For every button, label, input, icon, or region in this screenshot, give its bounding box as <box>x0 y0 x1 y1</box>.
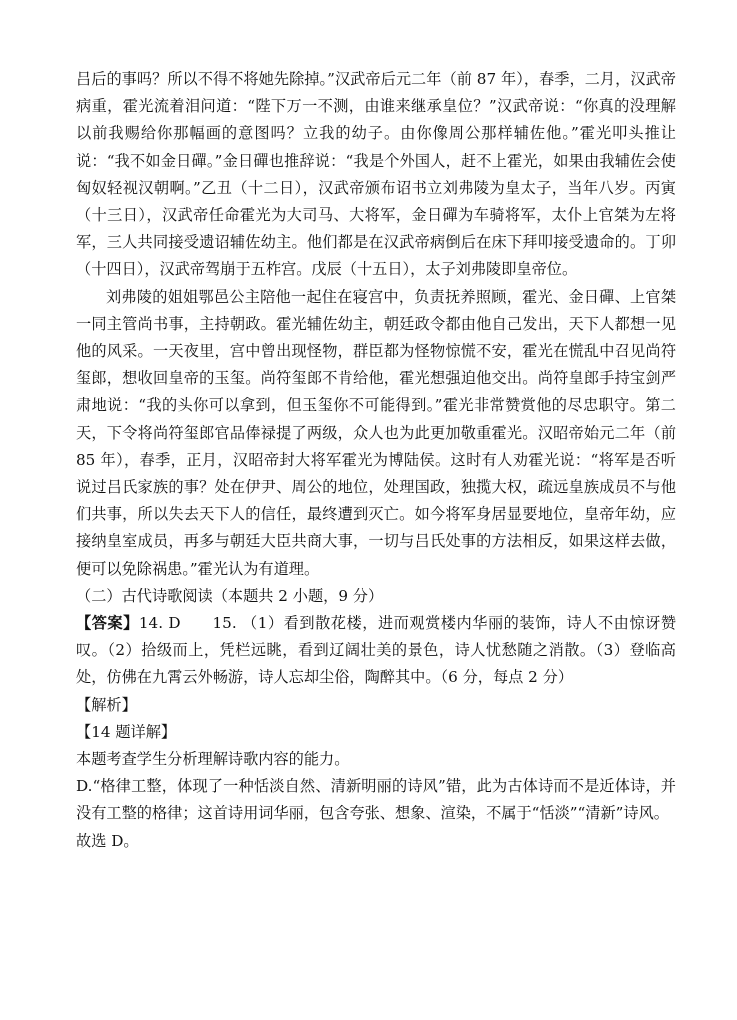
document-page <box>76 66 676 855</box>
section-title: （二）古代诗歌阅读（本题共 2 小题，9 分） <box>76 586 384 605</box>
answer-label: 答案 <box>91 614 124 633</box>
answer-bracket-left: 【 <box>76 614 92 633</box>
answer-block <box>76 610 676 692</box>
analysis-heading: 【解析】 <box>76 695 137 714</box>
passage-paragraph-2: 刘弗陵的姐姐鄂邑公主陪他一起住在寝宫中，负责抚养照顾，霍光、金日磾、上官桀一同主管尚书事，主持朝政。霍光辅佐幼主，朝廷政令都由他自己发出，天下人都想一见他的风采。一天夜里，宫中曾出现怪物，群臣都为怪物惊慌不安，霍光在慌乱中召见尚符玺郎，想收回皇帝的玉玺。尚符玺郎不肯给他，霍光想强迫他交出。尚符皇郎手持宝剑严肃地说：“我的头你可以拿到，但玉玺你不可能得到。”霍光非常赞赏他的尽忠职守。第二天，下令将尚符玺郎官品俸禄提了两级，众人也为此更加敬重霍光。汉昭帝始元二年（前 85 年），春季，正月，汉昭帝封大将军霍光为博陆侯。这时有人劝霍光说：“将军是否听说过吕氏家族的事？处在伊尹、周公的地位，处理国政，独揽大权，疏远皇族成员不与他们共事，所以失去天下人的信任，最终遭到灭亡。如今将军身居显要地位，皇帝年幼，应接纳皇室成员，再多与朝廷大臣共商大事，一切与吕氏处事的方法相反，如果这样去做，便可以免除祸患。”霍光认为有道理。 <box>76 287 676 578</box>
answer-bracket-right: 】 <box>123 614 139 633</box>
question-14-heading: 【14 题详解】 <box>76 722 177 741</box>
passage-paragraph-1: 吕后的事吗？所以不得不将她先除掉。”汉武帝后元二年（前 87 年），春季，二月，汉武帝病重，霍光流着泪问道：“陛下万一不测，由谁来继承皇位？”汉武帝说：“你真的没理解以前我赐给你那幅画的意图吗？立我的幼子。由你像周公那样辅佐他。”霍光叩头推让说：“我不如金日磾。”金日磾也推辞说：“我是个外国人，赶不上霍光，如果由我辅佐会使匈奴轻视汉朝啊。”乙丑（十二日），汉武帝颁布诏书立刘弗陵为皇太子，当年八岁。丙寅（十三日），汉武帝任命霍光为大司马、大将军，金日磾为车骑将军，太仆上官桀为左将军，三人共同接受遗诏辅佐幼主。他们都是在汉武帝病倒后在床下拜叩接受遗命的。丁卯（十四日），汉武帝驾崩于五柞宫。戊辰（十五日），太子刘弗陵即皇帝位。 <box>76 70 676 279</box>
question-14-line-3: 故选 D。 <box>76 831 139 850</box>
answer-text: 14. D 15. （1）看到散花楼，进而观赏楼内华丽的装饰，诗人不由惊讶赞叹。（2）拾级而上，凭栏远眺，看到辽阔壮美的景色，诗人忧愁随之消散。（3）登临高处，仿佛在九霄云外畅游，诗人忘却尘俗，陶醉其中。（6 分，每点 2 分） <box>76 614 677 687</box>
question-14-line-1: 本题考查学生分析理解诗歌内容的能力。 <box>76 750 350 769</box>
question-14-line-2: D.“格律工整，体现了一种恬淡自然、清新明丽的诗风”错，此为古体诗而不是近体诗，并没有工整的格律；这首诗用词华丽，包含夸张、想象、渲染，不属于“恬淡”“清新”诗风。 <box>76 777 676 823</box>
